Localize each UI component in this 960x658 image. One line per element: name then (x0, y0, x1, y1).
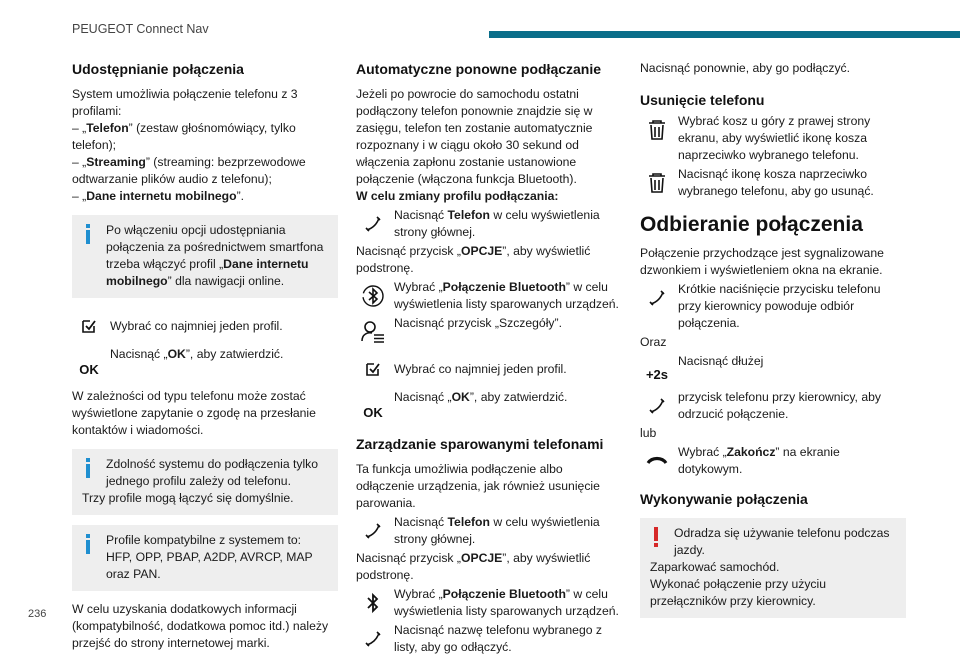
ok-icon (356, 397, 390, 427)
step-press-trash (640, 166, 906, 200)
phone-handset-icon (640, 283, 674, 313)
ok-icon-label: OK (363, 404, 383, 420)
text-bold: Streaming (86, 155, 146, 169)
text: Nacisnąć „ (394, 390, 452, 404)
sharing-list-item-3 (72, 188, 338, 205)
step-long-press (640, 353, 906, 387)
ok-icon-label: OK (79, 361, 99, 377)
header-title: PEUGEOT Connect Nav (72, 22, 209, 36)
text: – „ (72, 189, 87, 203)
step-select-bluetooth (356, 586, 622, 620)
step-press-telefon (356, 514, 622, 548)
info-icon (86, 458, 90, 478)
paragraph-more-info: W celu uzyskania dodatkowych informacji (kompatybilność, dodatkowa pomoc itd.) należy przejść do strony internetowej marki. (72, 602, 329, 650)
step-select-trash (640, 113, 906, 164)
info-box-mobile-data (72, 215, 338, 298)
bluetooth-circle-icon (356, 281, 390, 311)
text-bold: Telefon (447, 208, 490, 222)
text-bold: Połączenie Bluetooth (442, 280, 566, 294)
step-text: Nacisnąć nazwę telefonu wybranego z listy, aby go odłączyć. (394, 623, 602, 654)
step-confirm-ok (72, 346, 338, 380)
checkbox-select-icon (356, 354, 390, 384)
column-2 (356, 56, 622, 658)
sharing-intro: System umożliwia połączenie telefonu z 3 profilami: (72, 87, 298, 118)
long-press-2s-icon (640, 359, 674, 389)
step-press-opcje (356, 550, 622, 584)
text: ” w celu wyświetlenia listy sparowanych urządzeń. (394, 280, 619, 311)
label-oraz: Oraz (640, 335, 667, 349)
text: – „ (72, 155, 87, 169)
text: Wybrać „ (394, 587, 443, 601)
info-text: Profile kompatybilne z systemem to: HFP, OPP, PBAP, A2DP, AVRCP, MAP oraz PAN. (106, 533, 313, 581)
info-box-single-profile (72, 449, 338, 515)
step-text (394, 280, 619, 311)
text: ” dla nawigacji online. (167, 274, 285, 288)
step-short-press (640, 281, 906, 332)
text: Nacisnąć (394, 515, 448, 529)
phone-handset-icon (640, 391, 674, 421)
step-press-phone-name (356, 622, 622, 656)
user-details-icon (356, 317, 390, 347)
text: ”, aby wyświetlić podstronę. (356, 244, 591, 275)
text: – „ (72, 121, 87, 135)
text-bold: Telefon (447, 515, 490, 529)
text: ”, aby wyświetlić podstronę. (356, 551, 591, 582)
step-text (394, 515, 600, 546)
phone-handset-icon (356, 516, 390, 546)
receive-text: Połączenie przychodzące jest sygnalizowane dzwonkiem i wyświetleniem okna na ekranie. (640, 246, 884, 277)
text: Po włączeniu opcji udostępniania połączenia za pośrednictwem smartfona trzeba włączyć profil „ (106, 223, 324, 271)
heading-make-call: Wykonywanie połączenia (640, 491, 808, 507)
text-bold: OPCJE (460, 551, 503, 565)
text: ”, aby zatwierdzić. (185, 347, 284, 361)
ok-icon (72, 354, 106, 384)
sharing-list-item-2 (72, 154, 338, 188)
step-text (110, 347, 283, 361)
step-text (394, 208, 600, 239)
checkbox-select-icon (72, 311, 106, 341)
step-text: przycisk telefonu przy kierownicy, aby odrzucić połączenie. (678, 390, 881, 421)
step-press-opcje (356, 243, 622, 277)
step-text: Nacisnąć dłużej (678, 354, 764, 368)
text: Nacisnąć przycisk „ (356, 551, 461, 565)
step-text: Nacisnąć przycisk „Szczegóły”. (394, 316, 562, 330)
info-box-compatible-profiles (72, 525, 338, 591)
info-text (82, 222, 330, 290)
page-number: 236 (28, 608, 47, 620)
trash-icon (640, 168, 674, 198)
step-reject-call (640, 389, 906, 423)
step-press-telefon (356, 207, 622, 241)
warning-text-line-2: Zaparkować samochód. (650, 560, 780, 574)
text: ” na ekranie dotykowym. (678, 445, 840, 476)
text: ” (zestaw głośnomówiący, tylko telefon); (72, 121, 296, 152)
info-icon (86, 224, 90, 244)
step-select-profile (72, 308, 338, 344)
step-text: Wybrać co najmniej jeden profil. (110, 318, 283, 333)
heading-manage-paired: Zarządzanie sparowanymi telefonami (356, 436, 604, 452)
heading-remove-phone: Usunięcie telefonu (640, 92, 765, 108)
step-confirm-ok (356, 389, 622, 423)
text-bold: Zakończ (726, 445, 776, 459)
step-text: Nacisnąć ikonę kosza naprzeciwko wybranego telefonu, aby go usunąć. (678, 167, 874, 198)
label-lub: lub (640, 426, 657, 440)
step-select-bluetooth (356, 279, 622, 313)
text-bold: Połączenie Bluetooth (442, 587, 566, 601)
warning-text-line-1: Odradza się używanie telefonu podczas jazdy. (674, 526, 890, 557)
text-bold: OK (451, 390, 470, 404)
step-text (394, 390, 567, 404)
paragraph-reconnect: Nacisnąć ponownie, aby go podłączyć. (640, 61, 851, 75)
text-bold: Dane internetu mobilnego (106, 257, 309, 288)
heading-receive-call: Odbieranie połączenia (640, 213, 863, 236)
trash-icon (640, 115, 674, 145)
warning-text-line-3: Wykonać połączenie przy użyciu przełączników przy kierownicy. (650, 577, 827, 608)
manage-text: Ta funkcja umożliwia podłączenie albo odłączenie urządzenia, jak również usunięcie parowania. (356, 462, 600, 510)
step-text: Wybrać kosz u góry z prawej strony ekranu, aby wyświetlić ikonę kosza naprzeciwko wybranego telefonu. (678, 114, 871, 162)
heading-sharing: Udostępnianie połączenia (72, 61, 244, 77)
column-1 (72, 56, 338, 652)
change-profile-heading: W celu zmiany profilu podłączania: (356, 189, 559, 203)
text-bold: Telefon (86, 121, 129, 135)
header-accent-bar (489, 31, 960, 38)
info-text-line-2: Trzy profile mogą łączyć się domyślnie. (82, 491, 294, 505)
text-bold: Dane internetu mobilnego (86, 189, 237, 203)
step-text: Wybrać co najmniej jeden profil. (394, 361, 567, 376)
text: w celu wyświetlenia strony głównej. (394, 208, 600, 239)
column-3 (640, 56, 906, 628)
text: ”, aby zatwierdzić. (469, 390, 568, 404)
sharing-list-item-1 (72, 120, 338, 154)
hang-up-icon (640, 446, 674, 476)
text: Wybrać „ (678, 445, 727, 459)
info-text-line-1: Zdolność systemu do podłączenia tylko jednego profilu zależy od telefonu. (106, 457, 319, 488)
info-icon (86, 534, 90, 554)
warning-icon (654, 527, 658, 547)
heading-auto-reconnect: Automatyczne ponowne podłączanie (356, 61, 602, 77)
paragraph-depending: W zależności od typu telefonu może zostać wyświetlone zapytanie o zgodę na przesłanie kontaktów i wiadomości. (72, 389, 316, 437)
bluetooth-icon (356, 588, 390, 618)
step-select-profile (356, 351, 622, 387)
text: ”. (236, 189, 245, 203)
step-end-call (640, 444, 906, 478)
text-bold: OPCJE (460, 244, 503, 258)
tap-icon (356, 624, 390, 654)
text: ” w celu wyświetlenia listy sparowanych urządzeń. (394, 587, 619, 618)
long-press-label: +2s (645, 366, 669, 382)
text: Nacisnąć przycisk „ (356, 244, 461, 258)
step-text (678, 445, 840, 476)
phone-handset-icon (356, 209, 390, 239)
auto-reconnect-text: Jeżeli po powrocie do samochodu ostatni podłączony telefon ponownie znajdzie się w zasięgu, telefon ten zostanie automatycznie rozpoznany i w ciągu około 30 sekund od włączenia zapłonu zostanie ustanowione połączenie (włączona funkcja Bluetooth). (356, 87, 593, 186)
text: Nacisnąć (394, 208, 448, 222)
step-text (394, 587, 619, 618)
text: w celu wyświetlenia strony głównej. (394, 515, 600, 546)
text: Wybrać „ (394, 280, 443, 294)
step-press-details (356, 315, 622, 349)
step-text: Krótkie naciśnięcie przycisku telefonu przy kierownicy powoduje odbiór połączenia. (678, 282, 881, 330)
text: ” (streaming: bezprzewodowe odtwarzanie plików audio z telefonu); (72, 155, 306, 186)
text: Nacisnąć „ (110, 347, 168, 361)
warning-box (640, 518, 906, 618)
text-bold: OK (167, 347, 186, 361)
